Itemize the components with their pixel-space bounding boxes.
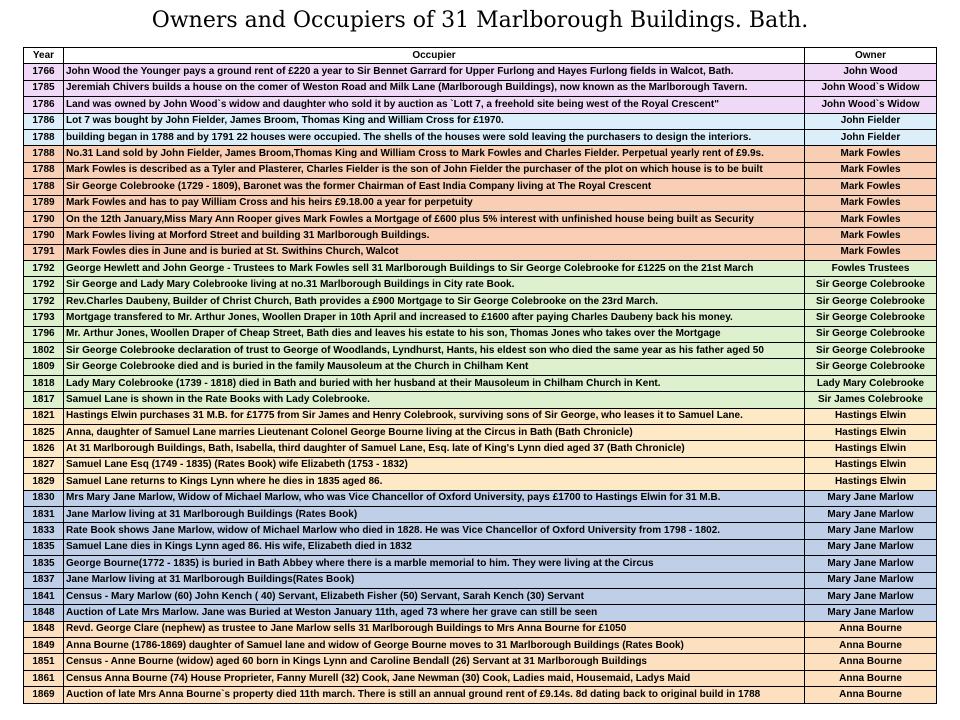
owner-cell: Sir George Colebrooke [805,293,937,309]
owner-cell: Fowles Trustees [805,261,937,277]
occupier-cell: Lady Mary Colebrooke (1739 - 1818) died in Bath and buried with her husband at their Mausoleum in Chilham Church in Kent. [64,375,805,391]
table-body [24,64,937,703]
table-row [24,211,937,227]
occupier-header: Occupier [64,48,805,64]
occupier-cell: Mr. Arthur Jones, Woollen Draper of Cheap Street, Bath dies and leaves his estate to his son, Thomas Jones who takes over the Mortgage [64,326,805,342]
year-cell: 1792 [24,293,64,309]
owner-cell: Mary Jane Marlow [805,556,937,572]
owner-cell: Mark Fowles [805,162,937,178]
year-cell: 1785 [24,80,64,96]
table-row [24,490,937,506]
year-cell: 1792 [24,261,64,277]
table-row [24,605,937,621]
table-row [24,179,937,195]
owner-cell: Hastings Elwin [805,441,937,457]
owner-cell: Mark Fowles [805,146,937,162]
records-table [23,47,937,704]
year-cell: 1796 [24,326,64,342]
year-cell: 1821 [24,408,64,424]
occupier-cell: Revd. George Clare (nephew) as trustee to Jane Marlow sells 31 Marlborough Buildings to Mrs Anna Bourne for £1050 [64,621,805,637]
table-row [24,572,937,588]
occupier-cell: George Hewlett and John George - Trustees to Mark Fowles sell 31 Marlborough Buildings to Sir George Colebrooke for £1225 on the 21st March [64,261,805,277]
table-row [24,654,937,670]
owner-cell: Sir George Colebrooke [805,310,937,326]
year-cell: 1830 [24,490,64,506]
owner-cell: Mary Jane Marlow [805,572,937,588]
year-cell: 1788 [24,162,64,178]
occupier-cell: Jane Marlow living at 31 Marlborough Buildings(Rates Book) [64,572,805,588]
year-cell: 1837 [24,572,64,588]
table-row [24,64,937,80]
occupier-cell: Mark Fowles living at Morford Street and building 31 Marlborough Buildings. [64,228,805,244]
year-cell: 1802 [24,343,64,359]
owner-cell: Anna Bourne [805,638,937,654]
year-cell: 1790 [24,211,64,227]
owner-cell: Mark Fowles [805,195,937,211]
occupier-cell: No.31 Land sold by John Fielder, James Broom,Thomas King and William Cross to Mark Fowles and Charles Fielder. Perpetual yearly rent of £9.9s. [64,146,805,162]
table-row [24,408,937,424]
year-cell: 1833 [24,523,64,539]
year-cell: 1849 [24,638,64,654]
table-row [24,506,937,522]
owner-cell: John Fielder [805,113,937,129]
table-row [24,441,937,457]
table-row [24,621,937,637]
year-cell: 1786 [24,113,64,129]
occupier-cell: Census - Mary Marlow (60) John Kench ( 40) Servant, Elizabeth Fisher (50) Servant, Sarah Kench (30) Servant [64,588,805,604]
table-row [24,277,937,293]
owner-cell: Mary Jane Marlow [805,588,937,604]
owner-cell: Anna Bourne [805,621,937,637]
owner-cell: Hastings Elwin [805,408,937,424]
year-cell: 1786 [24,97,64,113]
table-row [24,195,937,211]
year-cell: 1825 [24,424,64,440]
owner-cell: John Wood [805,64,937,80]
year-cell: 1788 [24,179,64,195]
year-cell: 1851 [24,654,64,670]
table-row [24,97,937,113]
owner-cell: John Fielder [805,129,937,145]
occupier-cell: Land was owned by John Wood`s widow and daughter who sold it by auction as `Lott 7, a freehold site being west of the Royal Crescent" [64,97,805,113]
year-cell: 1869 [24,687,64,703]
table-row [24,162,937,178]
occupier-cell: Mortgage transfered to Mr. Arthur Jones, Woollen Draper in 10th April and increased to £1600 after paying Charles Daubeny back his money. [64,310,805,326]
owner-cell: Mary Jane Marlow [805,539,937,555]
table-row [24,588,937,604]
owner-cell: Sir George Colebrooke [805,277,937,293]
occupier-cell: Samuel Lane Esq (1749 - 1835) (Rates Book) wife Elizabeth (1753 - 1832) [64,457,805,473]
table-row [24,556,937,572]
occupier-cell: Jane Marlow living at 31 Marlborough Buildings (Rates Book) [64,506,805,522]
owner-cell: Hastings Elwin [805,457,937,473]
table-row [24,343,937,359]
owner-cell: Mary Jane Marlow [805,523,937,539]
table-row [24,146,937,162]
table-row [24,261,937,277]
year-cell: 1827 [24,457,64,473]
occupier-cell: Lot 7 was bought by John Fielder, James Broom, Thomas King and William Cross for £1970. [64,113,805,129]
owner-cell: Lady Mary Colebrooke [805,375,937,391]
owner-cell: Sir George Colebrooke [805,343,937,359]
owner-cell: Mark Fowles [805,211,937,227]
year-cell: 1826 [24,441,64,457]
occupier-cell: Mark Fowles dies in June and is buried at St. Swithins Church, Walcot [64,244,805,260]
table-row [24,474,937,490]
occupier-cell: Sir George Colebrooke died and is buried in the family Mausoleum at the Church in Chilham Kent [64,359,805,375]
year-cell: 1841 [24,588,64,604]
table-row [24,375,937,391]
occupier-cell: Sir George Colebrooke declaration of trust to George of Woodlands, Lyndhurst, Hants, his eldest son who died the same year as his father aged 50 [64,343,805,359]
occupier-cell: Anna, daughter of Samuel Lane marries Lieutenant Colonel George Bourne living at the Circus in Bath (Bath Chronicle) [64,424,805,440]
occupier-cell: At 31 Marlborough Buildings, Bath, Isabella, third daughter of Samuel Lane, Esq. late of King's Lynn died aged 37 (Bath Chronicle) [64,441,805,457]
occupier-cell: Anna Bourne (1786-1869) daughter of Samuel lane and widow of George Bourne moves to 31 Marlborough Buildings (Rates Book) [64,638,805,654]
owner-cell: Mark Fowles [805,228,937,244]
occupier-cell: Mark Fowles and has to pay William Cross and his heirs £9.18.00 a year for perpetuity [64,195,805,211]
year-cell: 1793 [24,310,64,326]
occupier-cell: Mrs Mary Jane Marlow, Widow of Michael Marlow, who was Vice Chancellor of Oxford University, pays £1700 to Hastings Elwin for 31 M.B. [64,490,805,506]
table-row [24,326,937,342]
page-title: Owners and Occupiers of 31 Marlborough Buildings. Bath. [151,8,809,33]
table-row [24,129,937,145]
owner-cell: Mary Jane Marlow [805,605,937,621]
year-cell: 1829 [24,474,64,490]
year-cell: 1861 [24,670,64,686]
year-cell: 1835 [24,539,64,555]
owner-cell: Mark Fowles [805,244,937,260]
year-cell: 1848 [24,605,64,621]
occupier-cell: Sir George Colebrooke (1729 - 1809), Baronet was the former Chairman of East India Company living at The Royal Crescent [64,179,805,195]
table-row [24,80,937,96]
table-row [24,310,937,326]
owner-header: Owner [805,48,937,64]
occupier-cell: George Bourne(1772 - 1835) is buried in Bath Abbey where there is a marble memorial to him. They were living at the Circus [64,556,805,572]
table-row [24,424,937,440]
owner-cell: Hastings Elwin [805,474,937,490]
year-header: Year [24,48,64,64]
year-cell: 1818 [24,375,64,391]
owner-cell: Sir James Colebrooke [805,392,937,408]
occupier-cell: Hastings Elwin purchases 31 M.B. for £1775 from Sir James and Henry Colebrook, surviving sons of Sir George, who leases it to Samuel Lane. [64,408,805,424]
owner-cell: Sir George Colebrooke [805,326,937,342]
table-row [24,392,937,408]
owner-cell: Anna Bourne [805,687,937,703]
year-cell: 1835 [24,556,64,572]
owner-cell: John Wood`s Widow [805,97,937,113]
table-row [24,638,937,654]
occupier-cell: Rate Book shows Jane Marlow, widow of Michael Marlow who died in 1828. He was Vice Chancellor of Oxford University from 1798 - 1802. [64,523,805,539]
occupier-cell: Rev.Charles Daubeny, Builder of Christ Church, Bath provides a £900 Mortgage to Sir George Colebrooke on the 23rd March. [64,293,805,309]
occupier-cell: Jeremiah Chivers builds a house on the comer of Weston Road and Milk Lane (Marlborough Buildings), now known as the Marlborough Tavern. [64,80,805,96]
occupier-cell: Census - Anne Bourne (widow) aged 60 born in Kings Lynn and Caroline Bendall (26) Servant at 31 Marlborough Buildings [64,654,805,670]
owner-cell: Sir George Colebrooke [805,359,937,375]
owner-cell: Anna Bourne [805,670,937,686]
table-row [24,293,937,309]
year-cell: 1790 [24,228,64,244]
header-row [24,48,937,64]
occupier-cell: John Wood the Younger pays a ground rent of £220 a year to Sir Bennet Garrard for Upper Furlong and Hayes Furlong fields in Walcot, Bath. [64,64,805,80]
table-row [24,457,937,473]
occupier-cell: Auction of late Mrs Anna Bourne`s property died 11th march. There is still an annual ground rent of £9.14s. 8d dating back to original build in 1788 [64,687,805,703]
occupier-cell: Auction of Late Mrs Marlow. Jane was Buried at Weston January 11th, aged 73 where her grave can still be seen [64,605,805,621]
year-cell: 1766 [24,64,64,80]
table-row [24,539,937,555]
year-cell: 1817 [24,392,64,408]
year-cell: 1791 [24,244,64,260]
occupier-cell: Census Anna Bourne (74) House Proprieter, Fanny Murell (32) Cook, Jane Newman (30) Cook, Ladies maid, Housemaid, Ladys Maid [64,670,805,686]
occupier-cell: Mark Fowles is described as a Tyler and Plasterer, Charles Fielder is the son of John Fielder the purchaser of the plot on which house is to be built [64,162,805,178]
table-row [24,687,937,703]
occupier-cell: Sir George and Lady Mary Colebrooke living at no.31 Marlborough Buildings in City rate Book. [64,277,805,293]
owner-cell: Mary Jane Marlow [805,506,937,522]
table-row [24,523,937,539]
year-cell: 1788 [24,146,64,162]
occupier-cell: building began in 1788 and by 1791 22 houses were occupied. The shells of the houses were sold leaving the purchasers to design the interiors. [64,129,805,145]
table-row [24,113,937,129]
year-cell: 1809 [24,359,64,375]
year-cell: 1848 [24,621,64,637]
year-cell: 1789 [24,195,64,211]
year-cell: 1788 [24,129,64,145]
occupier-cell: Samuel Lane returns to Kings Lynn where he dies in 1835 aged 86. [64,474,805,490]
occupier-cell: Samuel Lane dies in Kings Lynn aged 86. His wife, Elizabeth died in 1832 [64,539,805,555]
owner-cell: Mary Jane Marlow [805,490,937,506]
table-row [24,670,937,686]
table-row [24,228,937,244]
owner-cell: John Wood`s Widow [805,80,937,96]
occupier-cell: Samuel Lane is shown in the Rate Books with Lady Colebrooke. [64,392,805,408]
year-cell: 1831 [24,506,64,522]
occupier-cell: On the 12th January,Miss Mary Ann Rooper gives Mark Fowles a Mortgage of £600 plus 5% interest with unfinished house being built as Security [64,211,805,227]
owner-cell: Anna Bourne [805,654,937,670]
year-cell: 1792 [24,277,64,293]
owner-cell: Hastings Elwin [805,424,937,440]
table-row [24,244,937,260]
table-row [24,359,937,375]
owner-cell: Mark Fowles [805,179,937,195]
